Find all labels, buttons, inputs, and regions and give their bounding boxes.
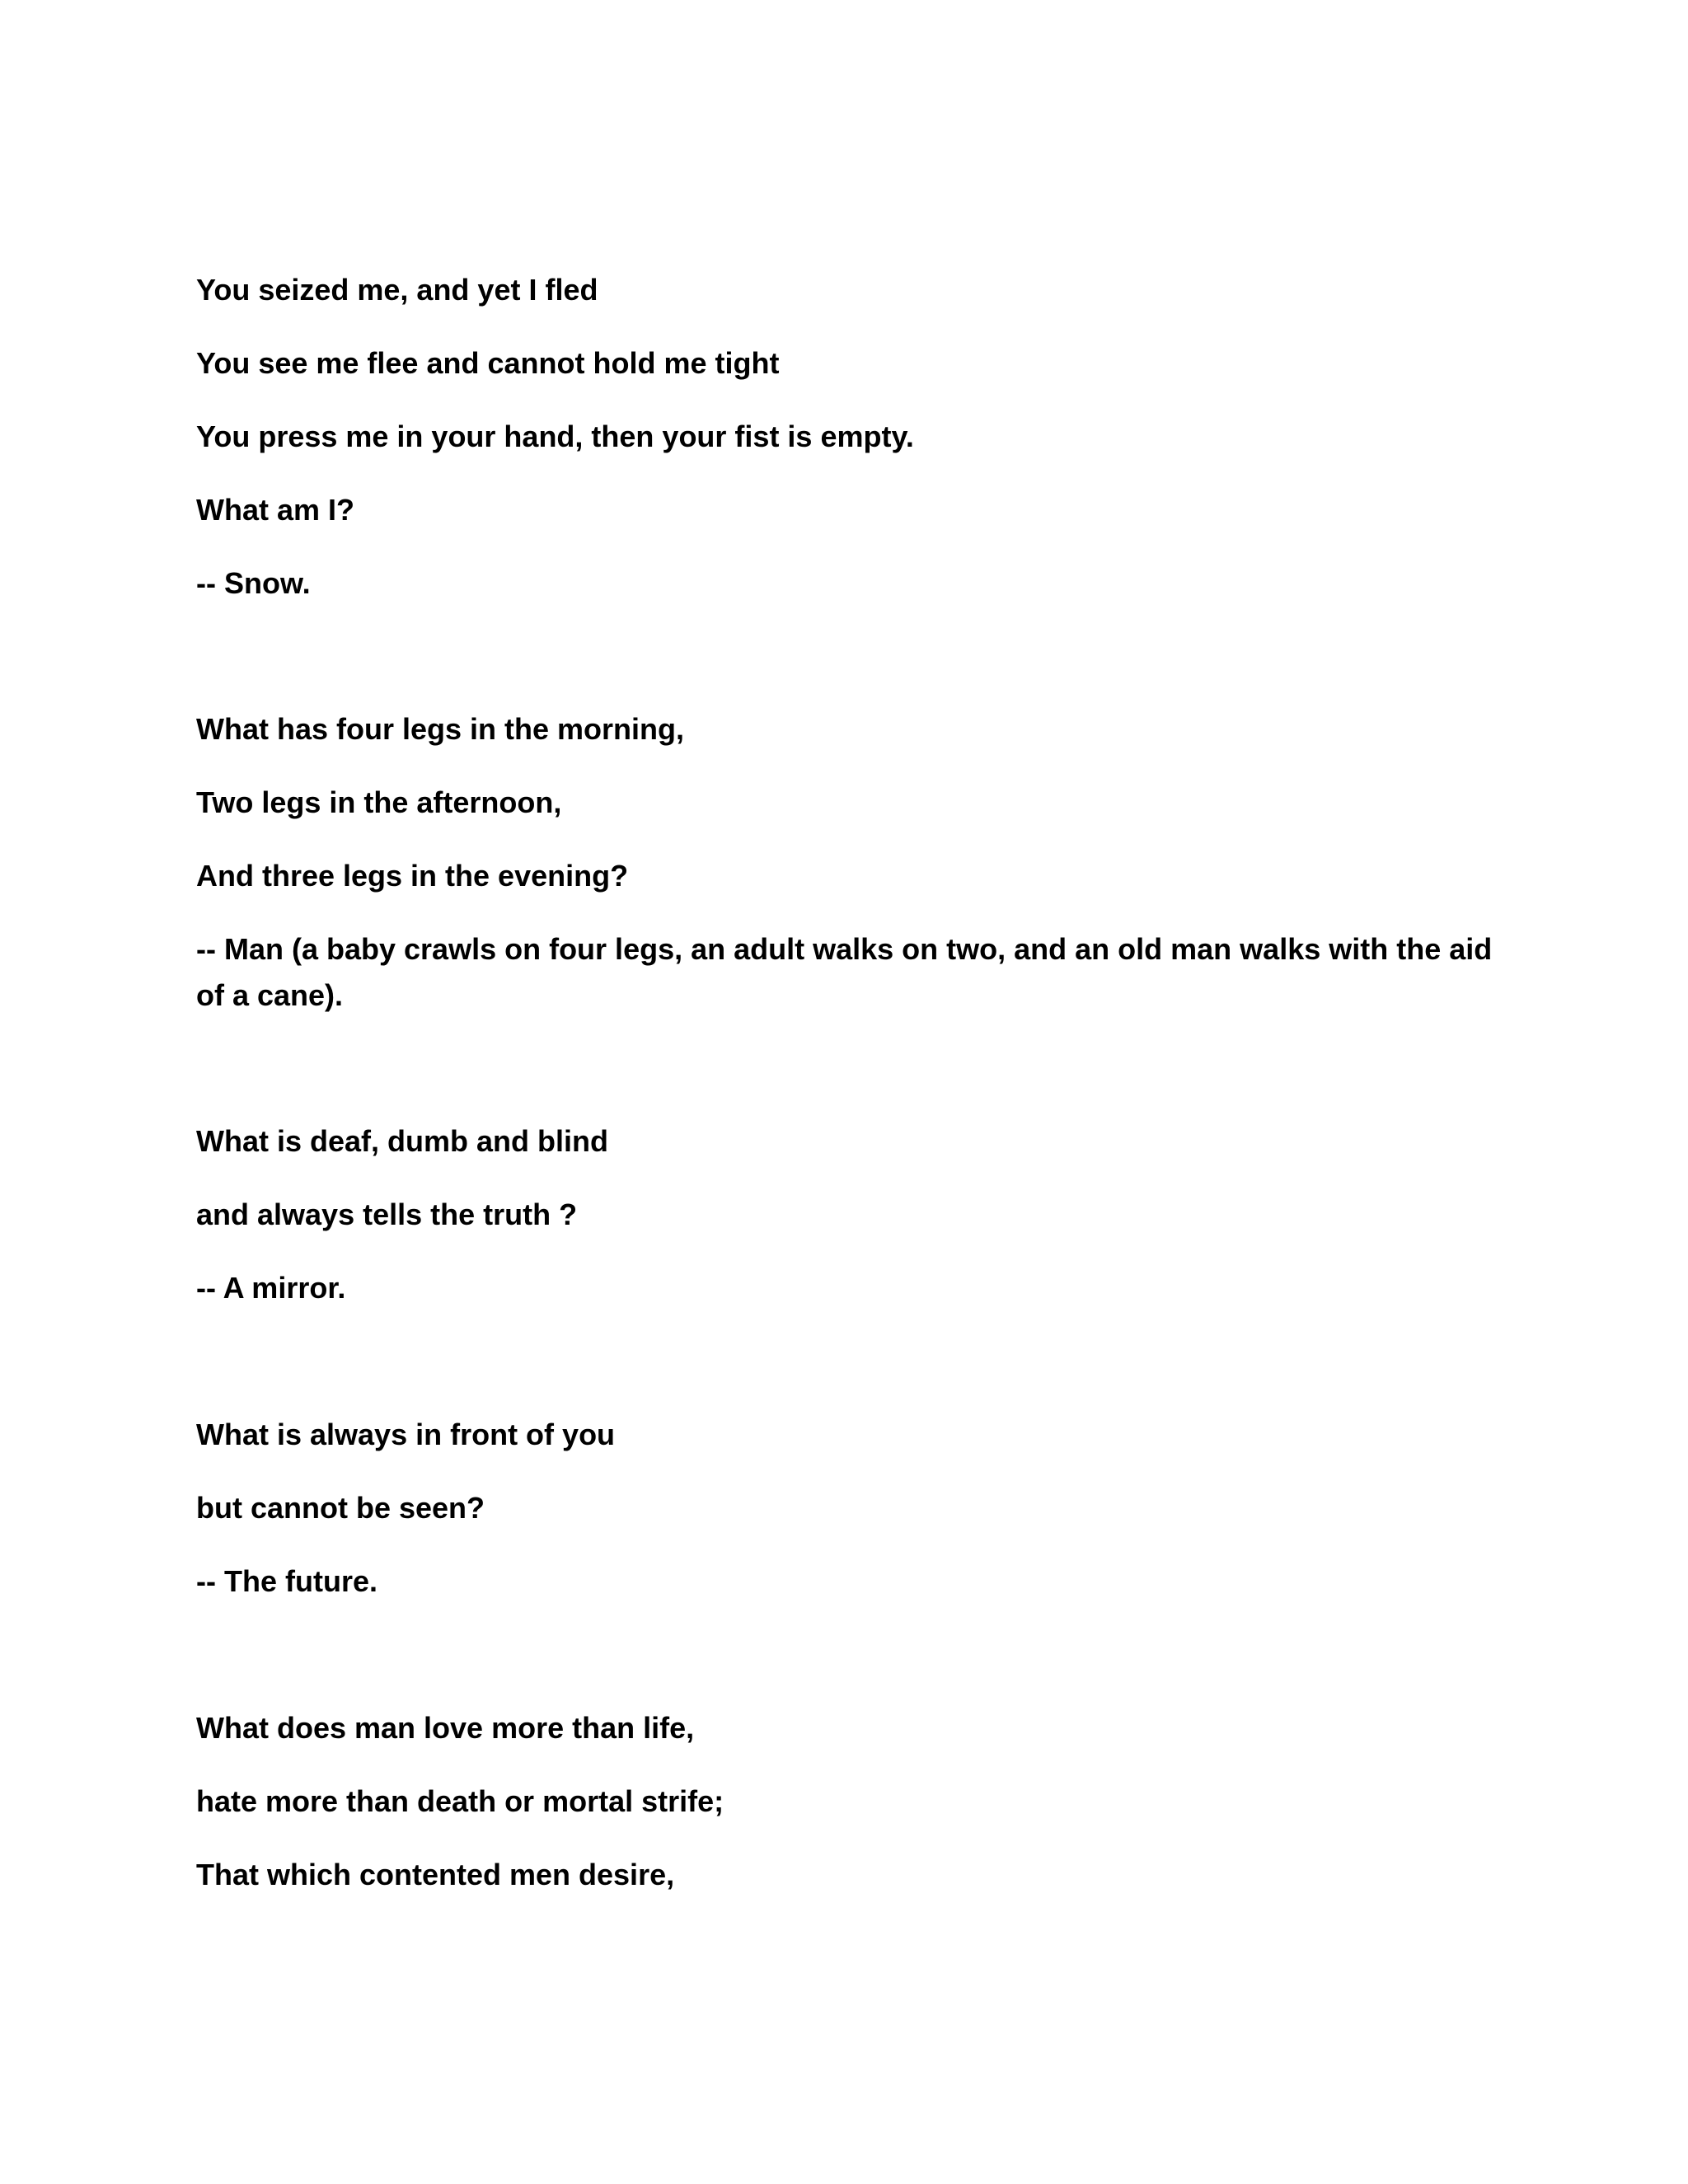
text-line: What am I? xyxy=(196,493,355,527)
text-line: What is always in front of you xyxy=(196,1418,616,1451)
text-line: and always tells the truth ? xyxy=(196,1197,578,1231)
text-line: What is deaf, dumb and blind xyxy=(196,1124,608,1158)
answer-line: -- Snow. xyxy=(196,566,311,600)
answer-line: -- A mirror. xyxy=(196,1271,346,1305)
text-line: You seized me, and yet I fled xyxy=(196,273,598,307)
text-line: You see me flee and cannot hold me tight xyxy=(196,346,780,380)
text-line: And three legs in the evening? xyxy=(196,859,629,893)
text-line: What does man love more than life, xyxy=(196,1711,695,1745)
text-line: You press me in your hand, then your fist is empty. xyxy=(196,419,914,453)
text-line: That which contented men desire, xyxy=(196,1858,675,1891)
answer-line: -- Man (a baby crawls on four legs, an adult walks on two, and an old man walks with the aid of a cane). xyxy=(196,932,1493,1012)
answer-line: -- The future. xyxy=(196,1564,377,1598)
text-line: Two legs in the afternoon, xyxy=(196,785,562,819)
text-line: hate more than death or mortal strife; xyxy=(196,1784,724,1818)
text-line: but cannot be seen? xyxy=(196,1491,485,1525)
text-line: What has four legs in the morning, xyxy=(196,712,685,746)
